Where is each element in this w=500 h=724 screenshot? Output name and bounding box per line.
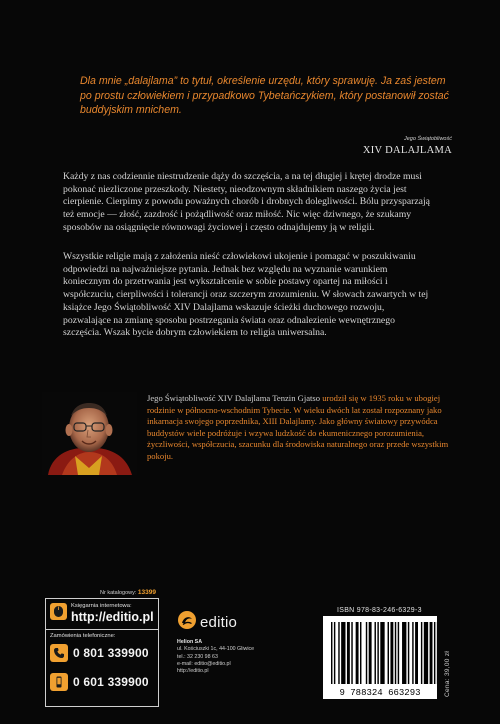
barcode-bar (395, 622, 396, 684)
isbn-label: ISBN 978-83-246-6329-3 (337, 607, 422, 614)
phone-number-2[interactable]: 0 601 339900 (73, 675, 149, 689)
quote-attribution-title: Jego Świątobliwość (404, 136, 452, 142)
barcode-bar (402, 622, 406, 684)
phone-row-1[interactable] (50, 644, 149, 662)
barcode-bar (360, 622, 361, 684)
editio-swirl-icon (177, 610, 197, 635)
phone-row-2[interactable] (50, 673, 149, 691)
barcode-bar (351, 622, 352, 684)
barcode-bar (415, 622, 418, 684)
order-info-box (45, 598, 159, 707)
publisher-street: ul. Kościuszki 1c, 44-100 Gliwice (177, 646, 255, 653)
phone-label-row (50, 633, 115, 640)
publisher-name: Helion SA (177, 639, 203, 645)
author-bio-rest: urodził się w 1935 roku w ubogiej rodzinie w północno-wschodnim Tybecie. W wieku dwóch lat został rozpoznany jako inkarnacja swojego poprzednika, XIII Dalajlamy. Jako główny światowy przywódca buddystów wiele podróżuje i wzywa ludzkość do ekumenicznego porozumienia, życzliwości, współczucia, szacunku dla środowiska naturalnego oraz przede wszystkim pokoju. (147, 393, 449, 461)
catalog-value: 13399 (137, 589, 156, 596)
publisher-logo (177, 610, 237, 635)
online-shop-row[interactable] (50, 603, 154, 624)
mobile-phone-icon (50, 673, 68, 691)
price-label: Cena: 39,00 zł (444, 650, 451, 697)
author-bio-lead: Jego Świątobliwość XIV Dalajlama Tenzin Gjatso (147, 393, 321, 403)
description-paragraph-2: Wszystkie religie mają z założenia nieść człowiekowi ukojenie i pomagać w poszukiwaniu odpowiedzi na najważniejsze pytania. Jednak bez względu na wyznanie warunkiem koniecznym do przetrwania jest wykształcenie w sobie postawy opartej na miłości i współczuciu, cierpliwości i tolerancji oraz szczerym zrozumieniu. W słowach zawartych w tej książce Jego Świątobliwość XIV Dalajlama wskazuje ścieżki duchowego rozwoju, pozwalające na zmianę sposobu postrzegania świata oraz odnalezienie wewnętrznego szczęścia. Wszak bycie dobrym człowiekiem to religia uniwersalna. (63, 251, 429, 339)
barcode-bar (390, 622, 393, 684)
barcode-bar (334, 622, 335, 684)
barcode-bar (388, 622, 389, 684)
barcode-bar (375, 622, 376, 684)
publisher-tel: tel.: 32 230 98 63 (177, 653, 218, 660)
barcode-bars (323, 616, 437, 699)
online-shop-label: Księgarnia internetowa: (71, 603, 132, 609)
barcode-bar (398, 622, 399, 684)
barcode-bar (434, 622, 435, 684)
online-shop-url[interactable]: http://editio.pl (71, 610, 154, 624)
barcode-bar (412, 622, 413, 684)
barcode-digits: 9 788324 663293 (339, 688, 421, 698)
barcode-bar (338, 622, 339, 684)
barcode-bar (377, 622, 378, 684)
barcode-bar (341, 622, 345, 684)
publisher-address (177, 639, 297, 675)
barcode-bar (380, 622, 384, 684)
box-divider (46, 629, 158, 630)
publisher-logo-text: editio (200, 614, 238, 631)
barcode-bar (366, 622, 367, 684)
barcode-bar (356, 622, 359, 684)
phone-icon (50, 644, 68, 662)
mouse-icon (50, 603, 67, 620)
barcode-bar (430, 622, 433, 684)
quote-attribution-name: XIV DALAJLAMA (362, 145, 452, 156)
catalog-number (60, 589, 156, 596)
barcode-bar (331, 622, 332, 684)
publisher-url[interactable]: http://editio.pl (177, 668, 209, 675)
barcode (323, 616, 437, 699)
barcode-bar (421, 622, 422, 684)
phone-order-label: Zamówienia telefoniczne: (50, 633, 116, 639)
cover-quote: Dla mnie „dalajlama” to tytuł, określenie urzędu, który sprawuję. Ja zaś jestem po prostu człowiekiem i przypadkowo Tybetańczykiem, który postanowił zostać buddyjskim mnichem. (80, 75, 449, 117)
author-bio (147, 393, 450, 463)
description-paragraph-1: Każdy z nas codziennie niestrudzenie dąży do szczęścia, a na tej długiej i krętej drodze musi pokonać niezliczone przeszkody. Niestety, nieodzownym składnikiem naszego życia jest cierpienie. Cierpimy z powodu poważnych chorób i drobnych dolegliwości. Bólu przysparzają też emocje — złość, zazdrość i pożądliwość oraz miłość. Nic więc dziwnego, że szukamy sposobów na osiągnięcie równowagi życiowej i często odnajdujemy ją w religii. (63, 171, 430, 233)
barcode-bar (369, 622, 372, 684)
phone-number-1[interactable]: 0 801 339900 (73, 646, 149, 660)
barcode-bar (408, 622, 409, 684)
author-portrait (42, 392, 137, 475)
barcode-bar (424, 622, 428, 684)
barcode-bar (347, 622, 350, 684)
publisher-email[interactable]: e-mail: editio@editio.pl (177, 660, 231, 667)
catalog-label: Nr katalogowy: (100, 590, 137, 596)
